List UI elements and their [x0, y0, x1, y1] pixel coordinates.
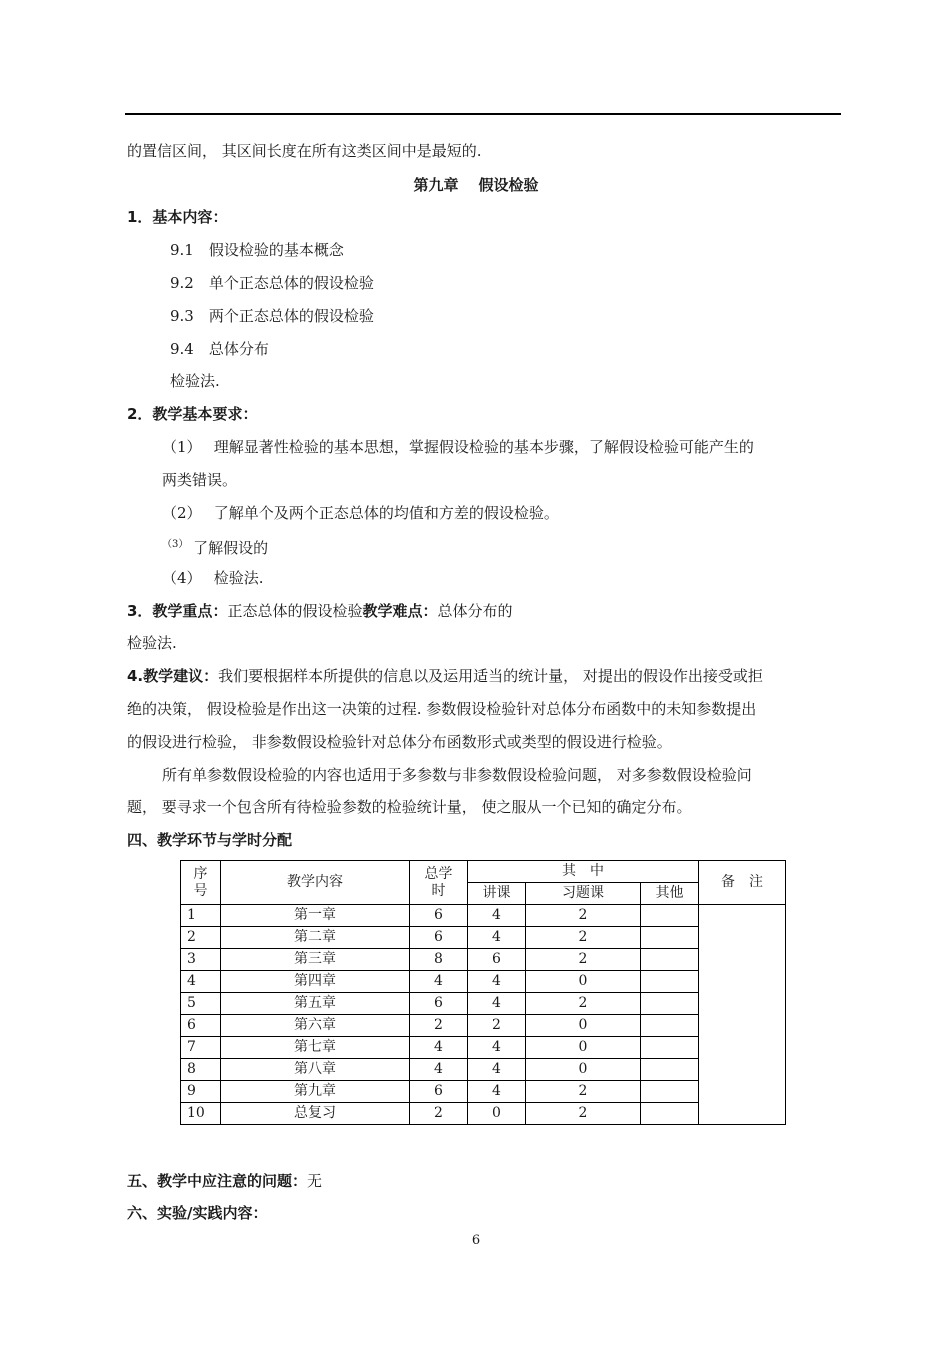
section-3-tail: 检验法. [127, 634, 177, 652]
section-1-heading: 1．基本内容： [127, 208, 228, 226]
suggestion-text-1: 我们要根据样本所提供的信息以及运用适当的统计量， 对提出的假设作出接受或拒 [218, 667, 763, 685]
page-number: 6 [471, 1233, 481, 1248]
requirement-3-text: 了解假设的 [193, 539, 269, 557]
suggestion-line-4: 所有单参数假设检验的内容也适用于多参数与非参数假设检验问题， 对多参数假设检验问 [162, 766, 752, 784]
cell-lecture: 4 [468, 927, 526, 949]
header-note: 备 注 [699, 861, 786, 905]
cell-other [641, 1015, 699, 1037]
section-6-heading: 六、实验/实践内容： [127, 1204, 268, 1222]
cell-other [641, 905, 699, 927]
cell-content: 第一章 [221, 905, 410, 927]
cell-content: 总复习 [221, 1103, 410, 1125]
cell-content: 第二章 [221, 927, 410, 949]
cell-total: 8 [410, 949, 468, 971]
suggestion-line-2: 绝的决策， 假设检验是作出这一决策的过程. 参数假设检验针对总体分布函数中的未知参数提出 [127, 700, 757, 718]
cell-exercise: 0 [526, 1015, 641, 1037]
cell-other [641, 1037, 699, 1059]
section-3-line [127, 601, 513, 621]
header-seq: 序 号 [181, 861, 221, 905]
content-item: 9.1 假设检验的基本概念 [170, 241, 344, 259]
schedule-table [180, 860, 786, 1125]
cell-total: 6 [410, 993, 468, 1015]
cell-seq: 8 [181, 1059, 221, 1081]
suggestion-label: 4.教学建议： [127, 667, 219, 685]
cell-lecture: 4 [468, 1081, 526, 1103]
cell-seq: 1 [181, 905, 221, 927]
suggestion-line-1 [127, 666, 763, 686]
cell-lecture: 2 [468, 1015, 526, 1037]
table-row [181, 1037, 786, 1059]
cell-total: 6 [410, 1081, 468, 1103]
chapter-title [0, 174, 952, 195]
cell-total: 4 [410, 1059, 468, 1081]
cell-seq: 10 [181, 1103, 221, 1125]
cell-other [641, 971, 699, 993]
cell-exercise: 2 [526, 993, 641, 1015]
content-item: 9.2 单个正态总体的假设检验 [170, 274, 374, 292]
cell-seq: 5 [181, 993, 221, 1015]
cell-exercise: 2 [526, 1081, 641, 1103]
header-rule [125, 113, 841, 115]
cell-total: 4 [410, 1037, 468, 1059]
cell-lecture: 6 [468, 949, 526, 971]
section-4-heading: 四、教学环节与学时分配 [127, 831, 293, 849]
table-row [181, 971, 786, 993]
cell-content: 第三章 [221, 949, 410, 971]
header-total: 总学 时 [410, 861, 468, 905]
cell-other [641, 927, 699, 949]
cell-total: 6 [410, 905, 468, 927]
table-row [181, 927, 786, 949]
header-lecture: 讲课 [468, 883, 526, 905]
cell-seq: 2 [181, 927, 221, 949]
cell-total: 4 [410, 971, 468, 993]
continuation-text: 的置信区间， 其区间长度在所有这类区间中是最短的. [127, 142, 482, 160]
cell-total: 2 [410, 1015, 468, 1037]
cell-seq: 4 [181, 971, 221, 993]
cell-other [641, 993, 699, 1015]
requirement-3-mark: （3） [162, 539, 189, 550]
table-row [181, 1059, 786, 1081]
key-point-text: 正态总体的假设检验 [227, 602, 363, 620]
cell-content: 第八章 [221, 1059, 410, 1081]
difficulty-label: 教学难点： [362, 602, 438, 620]
cell-exercise: 0 [526, 971, 641, 993]
cell-seq: 6 [181, 1015, 221, 1037]
cell-seq: 9 [181, 1081, 221, 1103]
section-2-heading: 2．教学基本要求： [127, 405, 258, 423]
content-item: 9.4 总体分布 [170, 340, 269, 358]
cell-exercise: 2 [526, 927, 641, 949]
difficulty-text: 总体分布的 [437, 602, 513, 620]
section-5-value: 无 [307, 1172, 323, 1190]
requirement-1: （1） 理解显著性检验的基本思想，掌握假设检验的基本步骤，了解假设检验可能产生的 [162, 438, 754, 456]
cell-lecture: 0 [468, 1103, 526, 1125]
header-other: 其他 [641, 883, 699, 905]
cell-total: 2 [410, 1103, 468, 1125]
cell-content: 第七章 [221, 1037, 410, 1059]
cell-content: 第四章 [221, 971, 410, 993]
content-item: 9.3 两个正态总体的假设检验 [170, 307, 374, 325]
table-row [181, 993, 786, 1015]
header-content: 教学内容 [221, 861, 410, 905]
table-row [181, 1103, 786, 1125]
cell-lecture: 4 [468, 971, 526, 993]
cell-exercise: 0 [526, 1059, 641, 1081]
cell-content: 第六章 [221, 1015, 410, 1037]
cell-lecture: 4 [468, 1037, 526, 1059]
section-5-line [127, 1171, 322, 1191]
table-row [181, 1015, 786, 1037]
requirement-4: （4） 检验法. [162, 569, 264, 587]
table-row [181, 1081, 786, 1103]
cell-content: 第五章 [221, 993, 410, 1015]
cell-exercise: 2 [526, 905, 641, 927]
cell-exercise: 2 [526, 1103, 641, 1125]
section-5-label: 五、教学中应注意的问题： [127, 1172, 308, 1190]
suggestion-line-5: 题， 要寻求一个包含所有待检验参数的检验统计量， 使之服从一个已知的确定分布。 [127, 798, 692, 816]
cell-other [641, 1059, 699, 1081]
cell-note [699, 905, 786, 1125]
table-row [181, 905, 786, 927]
key-point-label: 3．教学重点： [127, 602, 228, 620]
cell-other [641, 1103, 699, 1125]
cell-seq: 3 [181, 949, 221, 971]
table-row [181, 949, 786, 971]
cell-exercise: 2 [526, 949, 641, 971]
requirement-3 [162, 535, 268, 558]
cell-lecture: 4 [468, 905, 526, 927]
suggestion-line-3: 的假设进行检验， 非参数假设检验针对总体分布函数形式或类型的假设进行检验。 [127, 733, 672, 751]
cell-seq: 7 [181, 1037, 221, 1059]
cell-other [641, 1081, 699, 1103]
cell-content: 第九章 [221, 1081, 410, 1103]
cell-total: 6 [410, 927, 468, 949]
requirement-1-cont: 两类错误。 [162, 471, 238, 489]
content-tail: 检验法. [170, 372, 220, 390]
table-header-row [181, 861, 786, 883]
cell-lecture: 4 [468, 1059, 526, 1081]
chapter-name: 假设检验 [478, 176, 539, 194]
cell-other [641, 949, 699, 971]
header-exercise: 习题课 [526, 883, 641, 905]
header-group: 其 中 [468, 861, 699, 883]
cell-lecture: 4 [468, 993, 526, 1015]
requirement-2: （2） 了解单个及两个正态总体的均值和方差的假设检验。 [162, 504, 559, 522]
cell-exercise: 0 [526, 1037, 641, 1059]
chapter-number: 第九章 [413, 176, 459, 194]
